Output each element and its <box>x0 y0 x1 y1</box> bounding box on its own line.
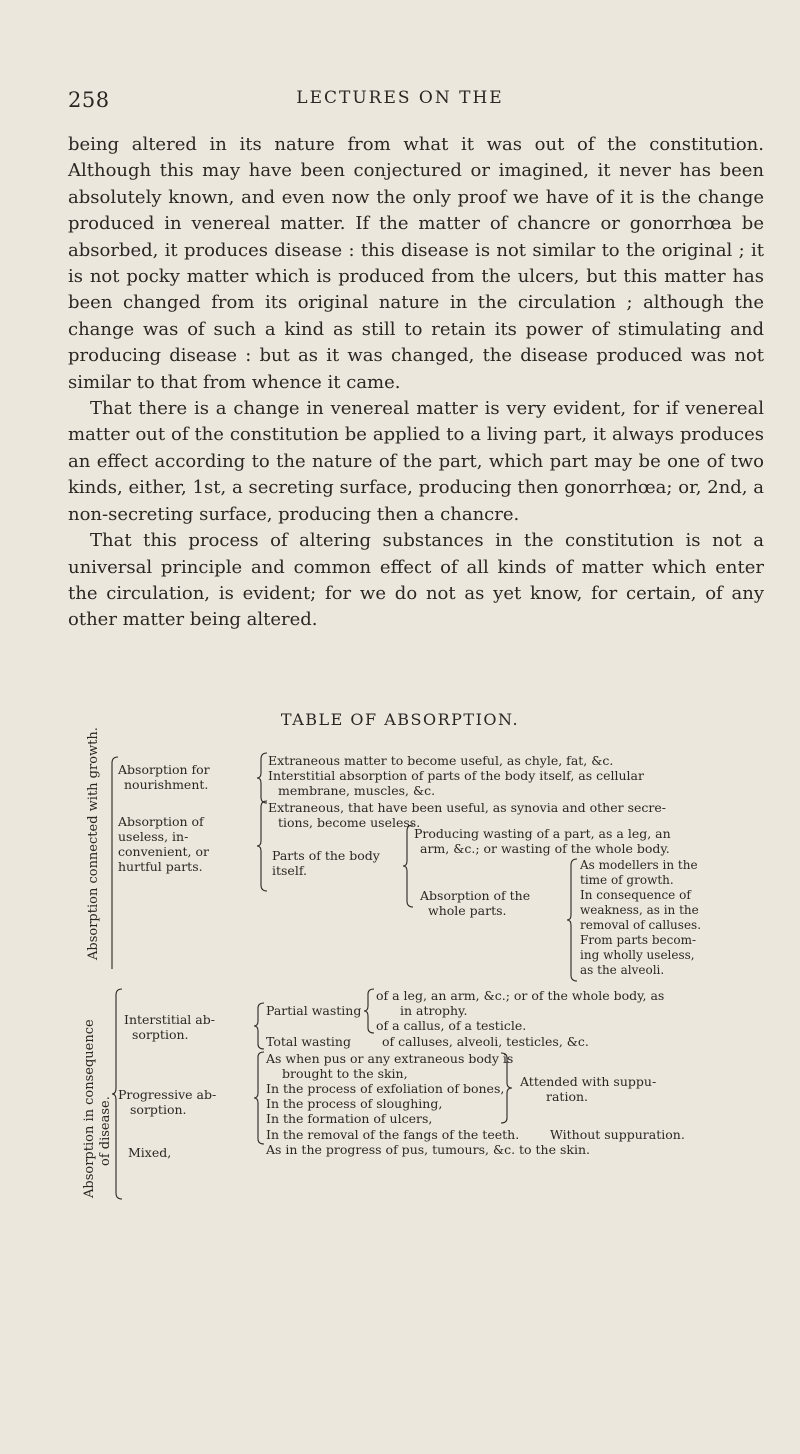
progressive-item-5: In the formation of ulcers, <box>266 1111 433 1126</box>
partial-wasting-label: Partial wasting <box>266 1003 362 1018</box>
progressive-label-2: sorption. <box>130 1102 187 1117</box>
parts-label-2: itself. <box>272 863 307 878</box>
paragraph-3: That this process of altering substances in the constitution is not a universal principle and common effect of all kinds of matter which enter the circulation, is evident; for we do not as yet know, for certain, of any other matter being altered. <box>68 530 764 631</box>
nourishment-item-1: Extraneous matter to become useful, as chyle, fat, &c. <box>268 753 614 768</box>
nourishment-label-2: nourishment. <box>124 777 209 792</box>
body-text <box>68 132 764 634</box>
parts-label-1: Parts of the body <box>272 848 380 863</box>
without-suppuration: Without suppuration. <box>550 1127 685 1142</box>
nourishment-item-2b: membrane, muscles, &c. <box>278 783 436 798</box>
producing-line-2: arm, &c.; or wasting of the whole body. <box>420 841 670 856</box>
useless-label-1: Absorption of <box>118 814 204 829</box>
attended-line-2: ration. <box>546 1089 588 1104</box>
page-number: 258 <box>68 88 110 112</box>
whole-label-2: whole parts. <box>428 903 507 918</box>
whole-item-6: From parts becom- <box>580 933 697 947</box>
whole-label-1: Absorption of the <box>420 888 531 903</box>
whole-item-8: as the alveoli. <box>580 963 665 977</box>
progressive-brace <box>254 1051 266 1145</box>
useless-label-4: hurtful parts. <box>118 859 203 874</box>
useless-item-1b: tions, become useless. <box>278 815 421 830</box>
table-title: TABLE OF ABSORPTION. <box>280 710 520 729</box>
progressive-item-3: In the process of exfoliation of bones, <box>266 1081 505 1096</box>
whole-item-7: ing wholly useless, <box>580 948 695 962</box>
whole-brace <box>566 858 580 982</box>
total-wasting-text: of calluses, alveoli, testicles, &c. <box>382 1034 589 1049</box>
whole-item-3: In consequence of <box>580 888 691 902</box>
mixed-text: As in the progress of pus, tumours, &c. to the skin. <box>266 1142 590 1157</box>
group2-vertical-label-2: of disease. <box>98 1096 113 1166</box>
paragraph-2: That there is a change in venereal matter is very evident, for if venereal matter out of the constitution be applied to a living part, it always produces an effect according to the nature of the part, which part may be one of two kinds, either, 1st, a secreting surface, producing then gonorrhœa; or, 2nd, a non-secreting surface, producing then a chancre. <box>68 398 764 525</box>
progressive-label-1: Progressive ab- <box>118 1087 217 1102</box>
useless-label-3: convenient, or <box>118 844 210 859</box>
whole-item-4: weakness, as in the <box>580 903 699 917</box>
partial-wasting-brace <box>364 988 376 1034</box>
nourishment-label-1: Absorption for <box>118 762 210 777</box>
progressive-item-4: In the process of sloughing, <box>266 1096 443 1111</box>
interstitial-label-2: sorption. <box>132 1027 189 1042</box>
partial-item-3: of a callus, of a testicle. <box>376 1018 527 1033</box>
progressive-item-2: brought to the skin, <box>282 1066 408 1081</box>
useless-item-1a: Extraneous, that have been useful, as synovia and other secre- <box>268 800 666 815</box>
whole-item-2: time of growth. <box>580 873 674 887</box>
useless-label-2: useless, in- <box>118 829 189 844</box>
nourishment-item-2a: Interstitial absorption of parts of the body itself, as cellular <box>268 768 644 783</box>
partial-item-1: of a leg, an arm, &c.; or of the whole body, as <box>376 988 665 1003</box>
mixed-label: Mixed, <box>128 1145 172 1160</box>
attended-brace <box>500 1052 514 1124</box>
paragraph-1: being altered in its nature from what it was out of the constitution. Although this may have been conjectured or imagined, it never has been absolutely known, and even now the only proof we have of it is the change produced in venereal matter. If the matter of chancre or gonorrhœa be absorbed, it produces disease : this disease is not similar to the original ; it is not pocky matter which is produced from the ulcers, but this matter has been changed from its original nature in the circulation ; although the change was of such a kind as still to retain its power of stimulating and producing disease : but as it was changed, the disease produced was not similar to that from whence it came. <box>68 134 764 393</box>
interstitial-label-1: Interstitial ab- <box>124 1012 215 1027</box>
partial-item-2: in atrophy. <box>400 1003 468 1018</box>
whole-item-1: As modellers in the <box>580 858 698 872</box>
progressive-item-6: In the removal of the fangs of the teeth. <box>266 1127 520 1142</box>
progressive-item-1: As when pus or any extraneous body is <box>266 1051 514 1066</box>
running-title: LECTURES ON THE <box>296 88 504 108</box>
producing-line-1: Producing wasting of a part, as a leg, an <box>414 826 671 841</box>
group2-vertical-label-1: Absorption in consequence <box>82 1019 97 1198</box>
whole-item-5: removal of calluses. <box>580 918 702 932</box>
interstitial-brace <box>254 1002 266 1050</box>
attended-line-1: Attended with suppu- <box>520 1074 657 1089</box>
total-wasting-label: Total wasting <box>266 1034 351 1049</box>
group1-vertical-label: Absorption connected with growth. <box>86 727 101 960</box>
